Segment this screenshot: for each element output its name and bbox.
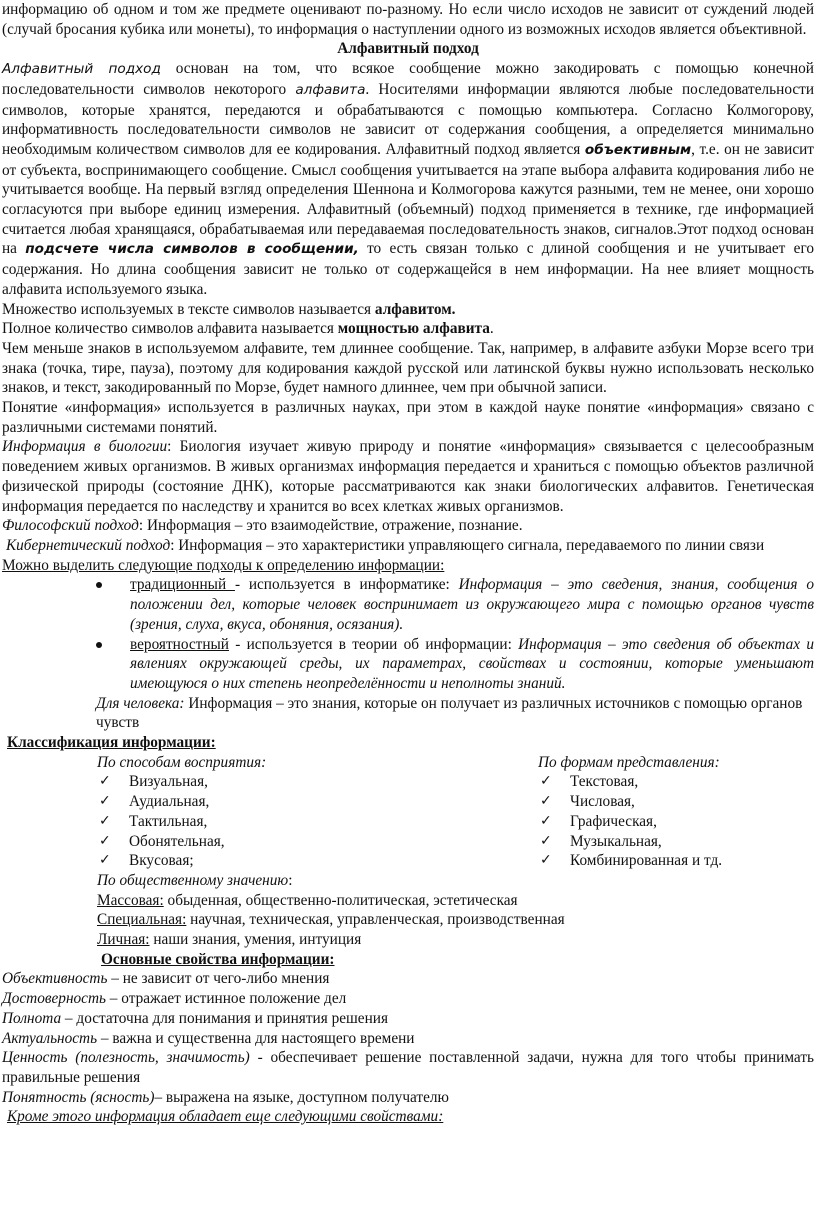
alphabet-word: алфавита xyxy=(295,81,366,98)
alphabet-power-definition: Полное количество символов алфавита называется мощностью алфавита. xyxy=(2,320,494,338)
perception-title: По способам восприятия: xyxy=(97,753,267,771)
list-item: традиционный - используется в информатике: Информация – это сведения, знания, сообщения о положении дел, которые человек воспринимает из окружающего мира с помощью органов чувств (зрения, слуха, вкуса, обоняния, осязания). xyxy=(2,575,814,634)
property-term: Понятность (ясность) xyxy=(2,1088,155,1106)
social-label: Специальная: xyxy=(97,911,187,929)
property-item: Объективность – не зависит от чего-либо мнения xyxy=(2,970,330,988)
checkmark-icon: ✓ xyxy=(99,852,111,869)
checkmark-icon: ✓ xyxy=(540,773,552,790)
social-item: Специальная: научная, техническая, управленческая, производственная xyxy=(97,911,565,929)
social-item: Личная: наши знания, умения, интуиция xyxy=(97,931,362,949)
perception-column xyxy=(2,753,447,871)
counting-term: подсчете числа символов в сообщении, xyxy=(25,241,359,258)
human-term: Для человека: xyxy=(96,694,185,712)
property-term: Ценность (полезность, значимость) xyxy=(2,1049,250,1067)
approach-definition: Информация – это сведения, знания, сообщения о положении дел, которые человек воспринимает из окружающего мира с помощью органов чувств (зрения, слуха, вкуса, обоняния, осязания). xyxy=(130,576,814,633)
checkmark-icon: ✓ xyxy=(99,832,111,849)
list-item: ✓ Графическая, xyxy=(540,812,657,830)
list-item: ✓ Числовая, xyxy=(540,793,635,811)
approaches-list xyxy=(2,575,814,693)
property-term: Достоверность xyxy=(2,990,106,1008)
classification-columns xyxy=(2,753,814,871)
morse-paragraph: Чем меньше знаков в используемом алфавите, тем длиннее сообщение. Так, например, в алфавите азбуки Морзе всего три знака (точка, тире, пауза), поэтому для кодирования каждой русской или латинской буквы нужно использовать несколько знаков, и текст, закодированный по Морзе, будет намного длиннее, чем при обычной записи. xyxy=(2,339,814,397)
checkmark-icon: ✓ xyxy=(99,793,111,810)
cybernetics-paragraph: Кибернетический подход: Информация – это характеристики управляющего сигнала, передаваемого по линии связи xyxy=(6,536,765,554)
human-paragraph: Для человека: Информация – это знания, которые он получает из различных источников с помощью органов чувств xyxy=(96,694,803,732)
perception-list xyxy=(97,772,447,871)
alphabet-heading: Алфавитный подход xyxy=(337,40,479,58)
approach-name: вероятностный xyxy=(130,635,229,653)
biology-term: Информация в биологии xyxy=(2,438,168,456)
approach-name: традиционный xyxy=(130,576,235,594)
sciences-paragraph: Понятие «информация» используется в различных науках, при этом в каждой науке понятие «информация» связано с различными системами понятий. xyxy=(2,399,814,436)
extra-properties-heading: Кроме этого информация обладает еще следующими свойствами: xyxy=(7,1108,444,1126)
checkmark-icon: ✓ xyxy=(99,812,111,829)
forms-title: По формам представления: xyxy=(538,753,720,771)
list-item: ✓ Музыкальная, xyxy=(540,832,662,850)
list-item: ✓ Вкусовая; xyxy=(99,852,194,870)
property-item: Понятность (ясность)– выражена на языке, доступном получателю xyxy=(2,1088,449,1106)
social-title-line: По общественному значению: xyxy=(97,871,293,889)
bullet-dot-icon xyxy=(96,582,102,588)
approaches-heading: Можно выделить следующие подходы к определению информации: xyxy=(2,556,445,574)
property-term: Актуальность xyxy=(2,1029,98,1047)
alphabet-definition: Множество используемых в тексте символов называется алфавитом. xyxy=(2,300,456,318)
social-item: Массовая: обыденная, общественно-политическая, эстетическая xyxy=(97,891,518,909)
cybernetics-term: Кибернетический подход xyxy=(6,536,171,554)
list-item: ✓ Комбинированная и тд. xyxy=(540,852,723,870)
checkmark-icon: ✓ xyxy=(540,793,552,810)
alphabet-power-term: мощностью алфавита xyxy=(337,320,490,338)
checkmark-icon: ✓ xyxy=(540,832,552,849)
alphabet-definition-term: алфавитом. xyxy=(374,300,456,318)
property-item: Полнота – достаточна для понимания и принятия решения xyxy=(2,1009,388,1027)
property-item: Достоверность – отражает истинное положение дел xyxy=(2,990,347,1008)
list-item: ✓ Аудиальная, xyxy=(99,793,210,811)
biology-paragraph: Информация в биологии: Биология изучает живую природу и понятие «информация» связывается с целесообразным поведением живых организмов. В живых организмах информация передается и храниться с помощью объектов различной физической природы (состояние ДНК), которые рассматриваются как знаки биологических алфавитов. Генетическая информация передается по наследству и хранится во всех клетках живых организмов. xyxy=(2,438,814,515)
checkmark-icon: ✓ xyxy=(99,773,111,790)
social-label: Личная: xyxy=(97,931,150,949)
list-item: вероятностный - используется в теории об информации: Информация – это сведения об объектах и явлениях окружающей среды, их параметрах, свойствах и состоянии, которые уменьшают имеющуюся о них степень неопределённости и неполноты знаний. xyxy=(2,635,814,694)
forms-list xyxy=(538,772,722,871)
alphabet-term: Алфавитный подход xyxy=(2,61,161,78)
list-item: ✓ Обонятельная, xyxy=(99,832,225,850)
philosophy-term: Философский подход xyxy=(2,517,139,535)
bullet-dot-icon xyxy=(96,642,102,648)
social-title: По общественному значению xyxy=(97,871,289,889)
forms-column xyxy=(447,753,722,871)
list-item: ✓ Визуальная, xyxy=(99,773,208,791)
checkmark-icon: ✓ xyxy=(540,852,552,869)
philosophy-paragraph: Философский подход: Информация – это взаимодействие, отражение, познание. xyxy=(2,517,523,535)
list-item: ✓ Тактильная, xyxy=(99,812,208,830)
classification-heading: Классификация информации: xyxy=(7,734,216,752)
list-item: ✓ Текстовая, xyxy=(540,773,639,791)
intro-paragraph: информацию об одном и том же предмете оценивают по-разному. Но если число исходов не зависит от суждений людей (случай бросания кубика или монеты), то информация о наступлении одного из возможных исходов является объективной. xyxy=(2,1,814,38)
property-item: Актуальность – важна и существенна для настоящего времени xyxy=(2,1029,415,1047)
checkmark-icon: ✓ xyxy=(540,812,552,829)
property-term: Полнота xyxy=(2,1009,62,1027)
social-label: Массовая: xyxy=(97,891,164,909)
approach-definition: Информация – это сведения об объектах и явлениях окружающей среды, их параметрах, свойствах и состоянии, которые уменьшают имеющуюся о них степень неопределённости и неполноты знаний. xyxy=(130,635,814,692)
property-item: Ценность (полезность, значимость) - обеспечивает решение поставленной задачи, нужна для того чтобы принимать правильные решения xyxy=(2,1049,814,1086)
alphabet-paragraph: Алфавитный подход основан на том, что всякое сообщение можно закодировать с помощью конечной последовательности символов некоторого алфавита. Носителями информации являются любые последовательности символов, которые хранятся, передаются и обрабатываются с помощью компьютера. Согласно Колмогорову, информативность последовательности символов не зависит от содержания сообщения, а определяется минимально необходимым количеством символов для ее кодирования. Алфавитный подход является объективным, т.е. он не зависит от субъекта, воспринимающего сообщение. Смысл сообщения учитывается на этапе выбора алфавита кодирования либо не учитывается вообще. На первый взгляд определения Шеннона и Колмогорова кажутся разными, тем не менее, они хорошо согласуются при выборе единиц измерения. Алфавитный (объемный) подход применяется в технике, где информацией считается любая хранящаяся, обрабатываемая или передаваемая последовательность знаков, сигналов.Этот подход основан на подсчете числа символов в сообщении, то есть связан только с длиной сообщения и не учитывает его содержания. Но длина сообщения зависит не только от содержащейся в нем информации. На нее влияет мощность алфавита используемого языка. xyxy=(2,60,815,298)
properties-heading: Основные свойства информации: xyxy=(101,950,335,968)
property-term: Объективность xyxy=(2,970,108,988)
objective-term: объективным xyxy=(584,141,692,158)
